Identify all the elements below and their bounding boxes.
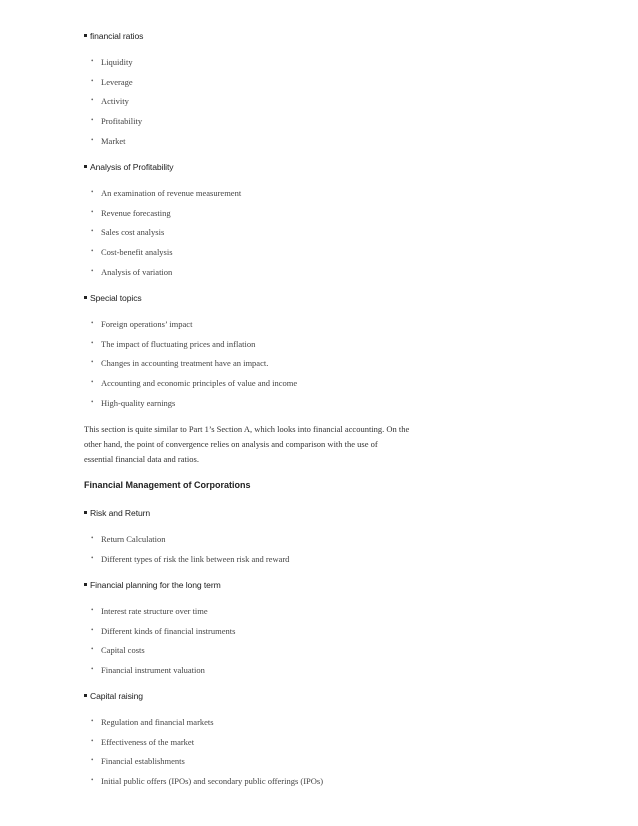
paragraph-line: This section is quite similar to Part 1’s Section A, which looks into financial accounting. On the — [84, 424, 410, 434]
list-item: Revenue forecasting — [101, 208, 171, 218]
bullet-dot: • — [91, 606, 94, 614]
bullet-dot: • — [91, 188, 94, 196]
paragraph-line: other hand, the point of convergence relies on analysis and comparison with the use of — [84, 439, 378, 449]
list-item: Activity — [101, 96, 129, 106]
bullet-dot: • — [91, 57, 94, 65]
list-item: Accounting and economic principles of value and income — [101, 378, 298, 388]
list-item: High-quality earnings — [101, 398, 176, 408]
bullet-dot: • — [91, 378, 94, 386]
bullet-dot: • — [91, 136, 94, 144]
bullet-dot: • — [91, 339, 94, 347]
bullet-dot: • — [91, 116, 94, 124]
list-item: Cost-benefit analysis — [101, 247, 173, 257]
bullet-heading-special-topics: Special topics — [90, 293, 142, 303]
bullet-dot: • — [91, 398, 94, 406]
bullet-dot: • — [91, 665, 94, 673]
bullet-heading-capital-raising: Capital raising — [90, 691, 143, 701]
list-item: Market — [101, 136, 126, 146]
list-item: The impact of fluctuating prices and inflation — [101, 339, 256, 349]
bullet-dot: • — [91, 358, 94, 366]
bullet-heading-financial-planning: Financial planning for the long term — [90, 580, 221, 590]
bullet-dot: • — [91, 247, 94, 255]
section-title: Financial Management of Corporations — [84, 480, 251, 490]
bullet-dot: • — [91, 756, 94, 764]
list-item: Different kinds of financial instruments — [101, 626, 236, 636]
list-item: Interest rate structure over time — [101, 606, 208, 616]
body-paragraph — [84, 422, 414, 467]
list-item: Profitability — [101, 116, 143, 126]
paragraph-line: essential financial data and ratios. — [84, 454, 199, 464]
bullet-dot: • — [91, 645, 94, 653]
bullet-heading-financial-ratios: financial ratios — [90, 31, 144, 41]
list-item: Foreign operations’ impact — [101, 319, 193, 329]
bullet-heading-analysis-of-profitability: Analysis of Profitability — [90, 162, 174, 172]
list-item: Regulation and financial markets — [101, 717, 214, 727]
list-item: Initial public offers (IPOs) and secondary public offerings (IPOs) — [101, 776, 324, 786]
list-item: Different types of risk the link between risk and reward — [101, 554, 290, 564]
list-item: Sales cost analysis — [101, 227, 165, 237]
list-item: Effectiveness of the market — [101, 737, 195, 747]
list-item: Analysis of variation — [101, 267, 173, 277]
list-item: Financial instrument valuation — [101, 665, 205, 675]
bullet-dot: • — [91, 267, 94, 275]
list-item: Liquidity — [101, 57, 133, 67]
bullet-dot: • — [91, 534, 94, 542]
list-item: An examination of revenue measurement — [101, 188, 242, 198]
list-item: Leverage — [101, 77, 133, 87]
bullet-dot: • — [91, 77, 94, 85]
list-item: Changes in accounting treatment have an impact. — [101, 358, 269, 368]
bullet-dot: • — [91, 227, 94, 235]
list-item: Financial establishments — [101, 756, 185, 766]
bullet-dot: • — [91, 626, 94, 634]
bullet-dot: • — [91, 319, 94, 327]
bullet-heading-risk-and-return: Risk and Return — [90, 508, 151, 518]
list-item: Return Calculation — [101, 534, 166, 544]
bullet-dot: • — [91, 717, 94, 725]
bullet-dot: • — [91, 96, 94, 104]
bullet-dot: • — [91, 776, 94, 784]
bullet-dot: • — [91, 554, 94, 562]
list-item: Capital costs — [101, 645, 145, 655]
bullet-dot: • — [91, 208, 94, 216]
bullet-dot: • — [91, 737, 94, 745]
